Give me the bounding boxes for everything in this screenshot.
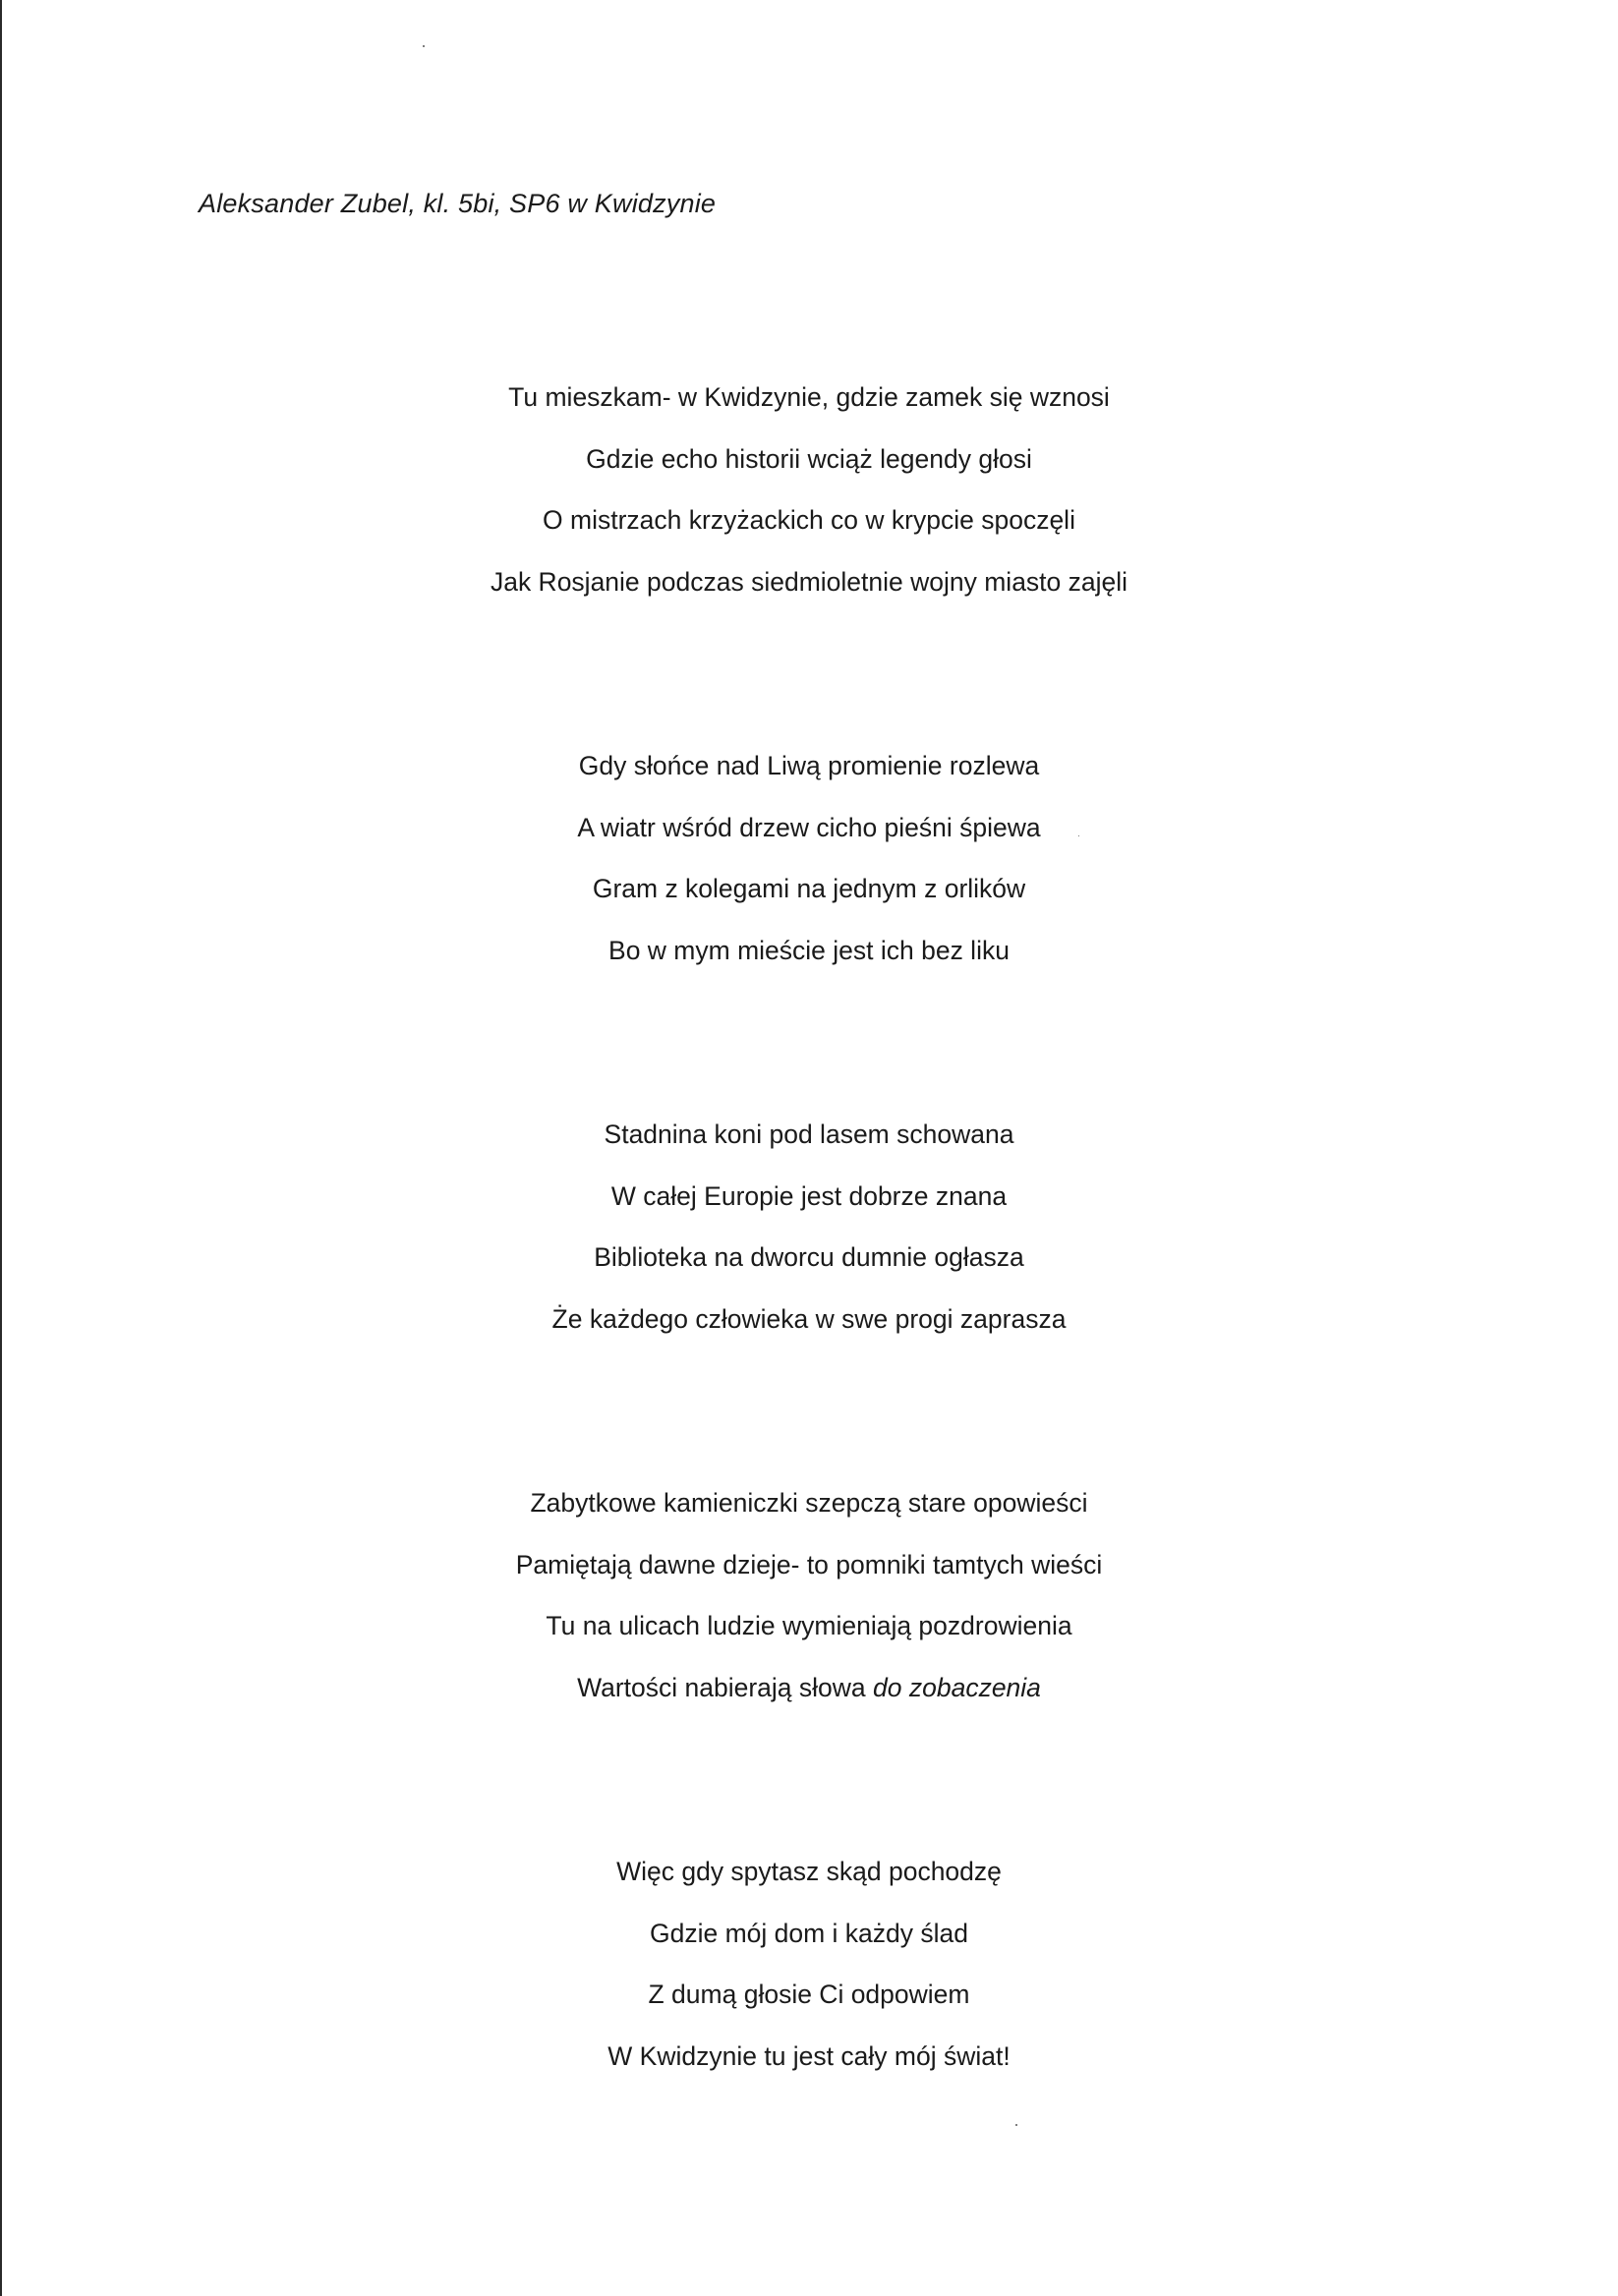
poem-line: A wiatr wśród drzew cicho pieśni śpiewa bbox=[577, 812, 1041, 842]
poem-line: W Kwidzynie tu jest cały mój świat! bbox=[607, 2040, 1011, 2071]
poem-line: Że każdego człowieka w swe progi zaprasza bbox=[551, 1303, 1067, 1334]
poem-line: Gdzie mój dom i każdy ślad bbox=[649, 1918, 969, 1948]
scan-speck bbox=[423, 45, 425, 47]
poem-line-italic-phrase: do zobaczenia bbox=[873, 1672, 1041, 1702]
poem-line: Gdzie echo historii wciąż legendy głosi bbox=[586, 443, 1032, 474]
poem-line: Więc gdy spytasz skąd pochodzę bbox=[616, 1857, 1002, 1886]
poem-line: Jak Rosjanie podczas siedmioletnie wojny miasto zajęli bbox=[490, 566, 1128, 597]
stanza-5 bbox=[0, 1841, 1618, 2087]
stanza-2 bbox=[0, 735, 1618, 981]
poem-line: Zabytkowe kamieniczki szepczą stare opowieści bbox=[530, 1488, 1088, 1518]
poem-line-mixed bbox=[0, 1657, 1618, 1719]
stanza-1 bbox=[0, 367, 1618, 612]
poem-line: Biblioteka na dworcu dumnie ogłasza bbox=[594, 1242, 1024, 1272]
stanza-4 bbox=[0, 1472, 1618, 1718]
poem-line: Gdy słońce nad Liwą promienie rozlewa bbox=[578, 751, 1040, 780]
poem bbox=[0, 367, 1618, 2210]
author-line: Aleksander Zubel, kl. 5bi, SP6 w Kwidzynie bbox=[199, 189, 717, 218]
poem-line: Bo w mym mieście jest ich bez liku bbox=[608, 935, 1010, 965]
stanza-3 bbox=[0, 1104, 1618, 1349]
poem-line-prefix: Wartości nabierają słowa bbox=[577, 1672, 874, 1702]
poem-line: Gram z kolegami na jednym z orlików bbox=[592, 874, 1026, 903]
poem-line: Tu na ulicach ludzie wymieniają pozdrowienia bbox=[546, 1611, 1072, 1640]
poem-line: O mistrzach krzyżackich co w krypcie spoczęli bbox=[543, 505, 1075, 535]
poem-line: W całej Europie jest dobrze znana bbox=[610, 1180, 1008, 1211]
poem-line: Z dumą głosie Ci odpowiem bbox=[648, 1980, 970, 2009]
poem-line: Stadnina koni pod lasem schowana bbox=[604, 1119, 1014, 1149]
poem-line: Tu mieszkam- w Kwidzynie, gdzie zamek się wznosi bbox=[508, 382, 1110, 412]
poem-line: Pamiętają dawne dzieje- to pomniki tamtych wieści bbox=[515, 1549, 1103, 1579]
